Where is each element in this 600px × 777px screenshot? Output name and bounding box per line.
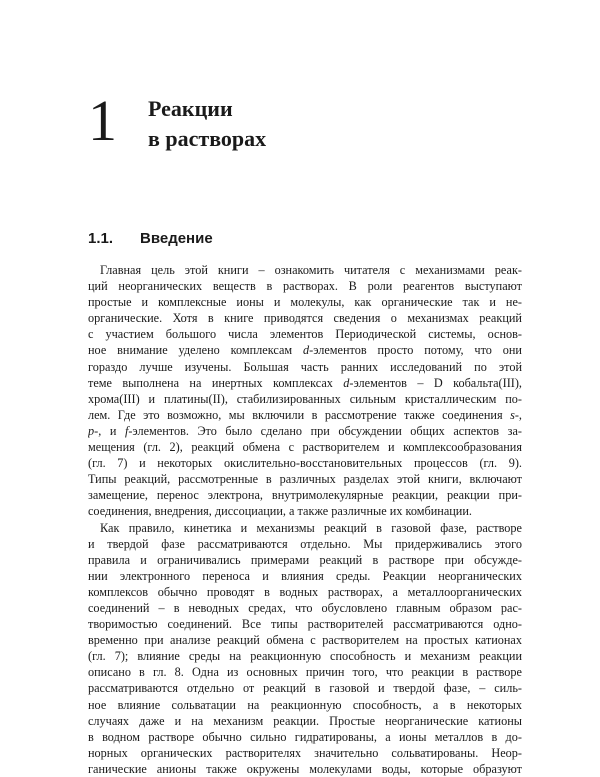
text-line: рассматриваются отдельно от реакций в газовой и твердой фазе, – силь- xyxy=(88,680,522,696)
chapter-title xyxy=(148,94,266,154)
text-line: органические. Хотя в книге приводятся сведения о механизмах реакций xyxy=(88,310,522,326)
text-line: хрома(III) и платины(II), стабилизированных сильным кристаллическим по- xyxy=(88,391,522,407)
text-line: соединения, внедрения, диссоциации, а также различные их комбинации. xyxy=(88,503,522,519)
text-line: (гл. 7); влияние среды на реакционную способность и механизм реакции xyxy=(88,648,522,664)
text-line: временно при анализе реакций обмена с растворителем на простых катионах xyxy=(88,632,522,648)
chapter-heading xyxy=(88,86,266,154)
text-line: и твердой фазе рассматриваются отдельно. Мы придерживались этого xyxy=(88,536,522,552)
text-line: Главная цель этой книги – ознакомить читателя с механизмами реак- xyxy=(88,262,522,278)
text-line: описано в гл. 8. Одна из основных причин того, что реакции в растворе xyxy=(88,664,522,680)
section-title: Введение xyxy=(140,229,213,249)
text-line: с участием большого числа элементов Периодической системы, основ- xyxy=(88,326,522,342)
text-line: p-, и f-элементов. Это было сделано при обсуждении общих аспектов за- xyxy=(88,423,522,439)
text-line: теме выполнена на инертных комплексах d-элементов – D кобальта(III), xyxy=(88,375,522,391)
text-line: гораздо лучше изучены. Большая часть ранних исследований по этой xyxy=(88,359,522,375)
text-line: мещения (гл. 2), реакций обмена с растворителем и комплексообразования xyxy=(88,439,522,455)
body-text xyxy=(88,262,522,777)
text-line: ганические анионы также окружены молекулами воды, которые образуют xyxy=(88,761,522,777)
text-line: (гл. 7) и некоторых окислительно-восстановительных процессов (гл. 9). xyxy=(88,455,522,471)
text-line: правила и ограничивались примерами реакций в растворе при обсужде- xyxy=(88,552,522,568)
text-line: ций неорганических веществ в растворах. В роли реагентов выступают xyxy=(88,278,522,294)
paragraph-2 xyxy=(88,520,522,777)
chapter-title-line-1: Реакции xyxy=(148,94,266,124)
text-line: Как правило, кинетика и механизмы реакций в газовой фазе, растворе xyxy=(88,520,522,536)
text-line: ное влияние сольватации на реакционную способность, а в некоторых xyxy=(88,697,522,713)
chapter-number: 1 xyxy=(88,92,132,150)
text-line: лем. Где это возможно, мы включили в рассмотрение также соединения s-, xyxy=(88,407,522,423)
text-line: соединений – в неводных средах, что обусловлено главным образом рас- xyxy=(88,600,522,616)
section-number: 1.1. xyxy=(88,229,140,249)
text-line: ное внимание уделено комплексам d-элементов просто потому, что они xyxy=(88,342,522,358)
text-line: в водном растворе обычно сильно гидратированы, а ионы металлов в до- xyxy=(88,729,522,745)
text-line: Типы реакций, рассмотренные в различных разделах этой книги, включают xyxy=(88,471,522,487)
text-line: творимостью соединений. Все типы растворителей рассматриваются одно- xyxy=(88,616,522,632)
text-line: комплексов обычно проводят в водных растворах, а металлоорганических xyxy=(88,584,522,600)
section-heading xyxy=(88,229,213,249)
text-line: норных органических растворителях значительно сольватированы. Неор- xyxy=(88,745,522,761)
text-line: простые и комплексные ионы и молекулы, как органические так и не- xyxy=(88,294,522,310)
text-line: замещение, перенос электрона, внутримолекулярные реакции, реакции при- xyxy=(88,487,522,503)
chapter-title-line-2: в растворах xyxy=(148,124,266,154)
text-line: случаях даже и на механизм реакции. Простые неорганические катионы xyxy=(88,713,522,729)
text-line: нии электронного переноса и влияния среды. Реакции неорганических xyxy=(88,568,522,584)
paragraph-1 xyxy=(88,262,522,520)
